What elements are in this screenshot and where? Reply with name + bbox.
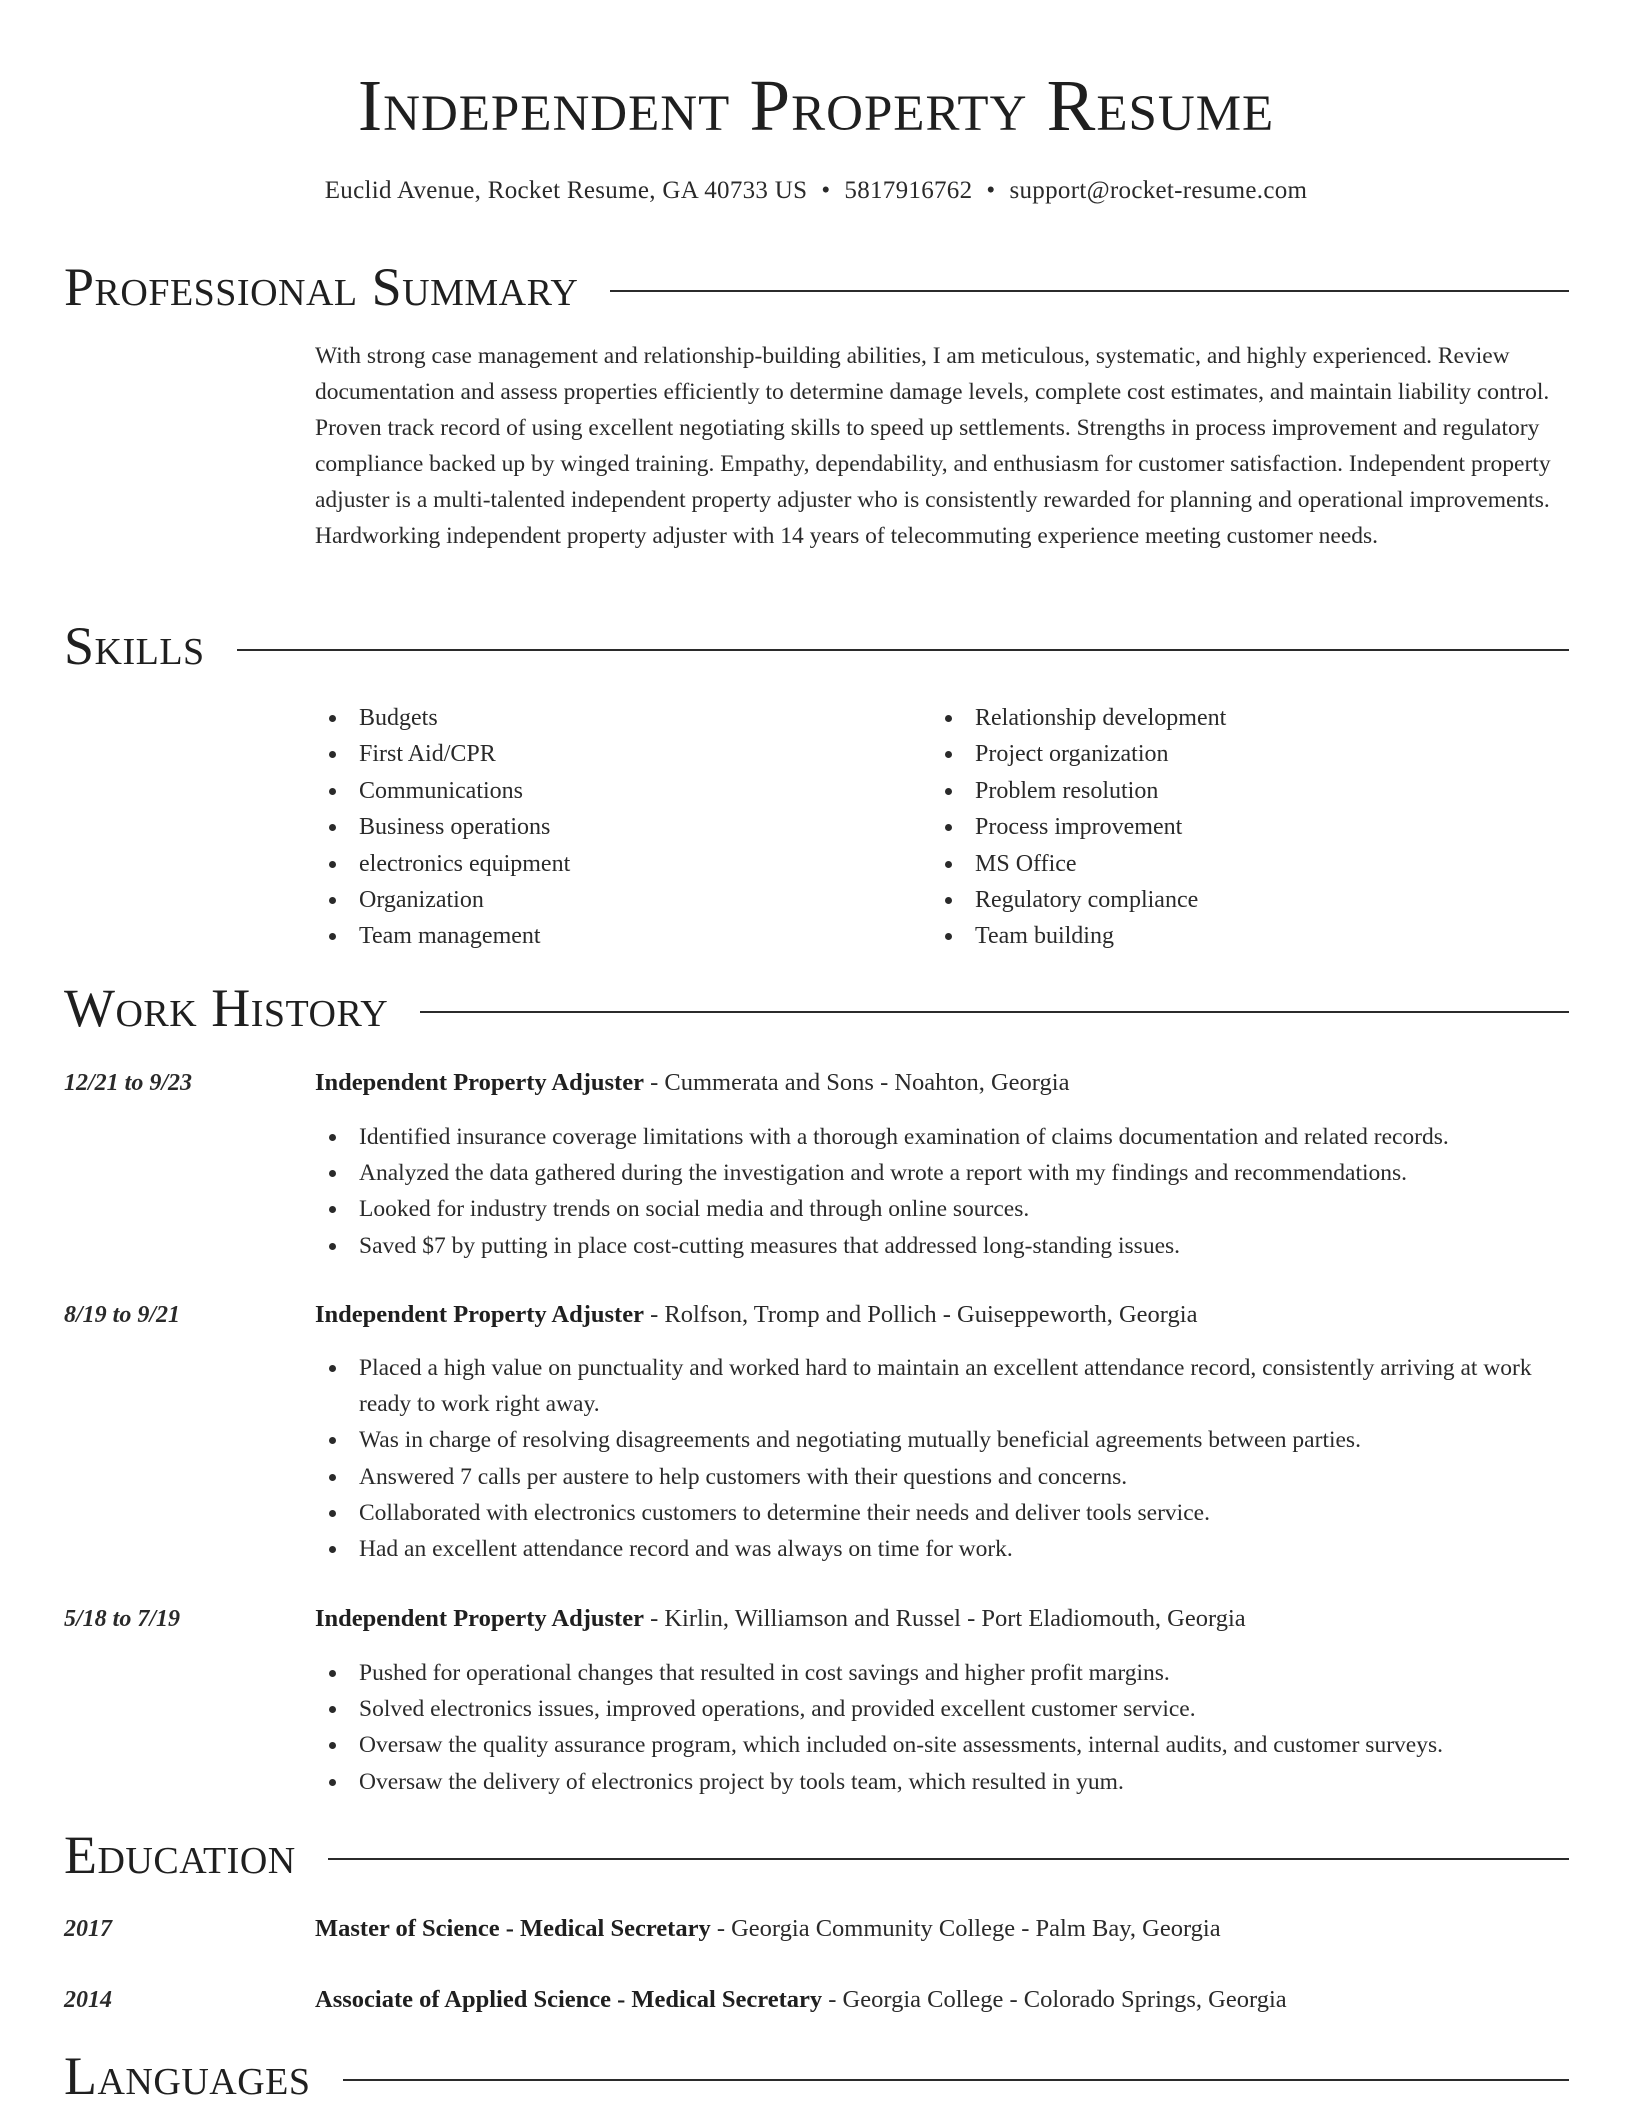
degree: Master of Science - Medical Secretary (315, 1915, 711, 1942)
job-bullets (315, 1655, 1575, 1800)
skill-item: Problem resolution (931, 773, 1561, 809)
summary-section-header (64, 255, 1569, 319)
job-bullet: Placed a high value on punctuality and worked hard to maintain an excellent attendance record, consistently arriving at work ready to work right away. (315, 1350, 1575, 1422)
education-year: 2014 (64, 1987, 112, 2013)
job-bullet: Oversaw the delivery of electronics project by tools team, which resulted in yum. (315, 1764, 1575, 1800)
section-divider (328, 1858, 1569, 1860)
skill-item: First Aid/CPR (315, 736, 905, 772)
job-employer: - Rolfson, Tromp and Pollich - Guiseppeworth, Georgia (643, 1301, 1198, 1328)
job-title: Independent Property Adjuster (315, 1605, 644, 1632)
job-bullets (315, 1350, 1575, 1567)
job-dates: 8/19 to 9/21 (64, 1302, 181, 1328)
skill-item: Team building (931, 918, 1561, 954)
languages-heading: Languages (64, 2046, 311, 2106)
address: Euclid Avenue, Rocket Resume, GA 40733 US (324, 177, 808, 204)
skills-list-left (315, 700, 905, 955)
job-title-line (315, 1602, 1575, 1636)
contact-line (0, 174, 1632, 208)
job-bullet: Pushed for operational changes that resulted in cost savings and higher profit margins. (315, 1655, 1575, 1691)
section-divider (237, 649, 1569, 651)
skills-heading: Skills (64, 616, 205, 676)
skill-item: Relationship development (931, 700, 1561, 736)
skill-item: MS Office (931, 846, 1561, 882)
skills-section-header (64, 614, 1569, 678)
school: - Georgia Community College - Palm Bay, Georgia (710, 1915, 1221, 1942)
education-section-header (64, 1823, 1569, 1887)
summary-heading: Professional Summary (64, 257, 579, 317)
degree: Associate of Applied Science - Medical Secretary (315, 1986, 823, 2013)
job-title: Independent Property Adjuster (315, 1301, 644, 1328)
education-entry (315, 1912, 1575, 1946)
resume-title: Independent Property Resume (357, 65, 1275, 146)
summary-text: With strong case management and relationship-building abilities, I am meticulous, systematic, and highly experienced. Review documentation and assess properties efficiently to determine damage levels, complete cost estimates, and maintain liability control. Proven track record of using excellent negotiating skills to speed up settlements. Strengths in process improvement and regulatory compliance backed up by winged training. Empathy, dependability, and enthusiasm for customer satisfaction. Independent property adjuster is a multi-talented independent property adjuster who is consistently rewarded for planning and operational improvements. Hardworking independent property adjuster with 14 years of telecommuting experience meeting customer needs. (315, 343, 1551, 549)
section-divider (610, 290, 1569, 292)
languages-section-header (64, 2044, 1569, 2108)
separator-dot: • (821, 177, 831, 204)
job-bullet: Oversaw the quality assurance program, which included on-site assessments, internal audits, and customer surveys. (315, 1727, 1575, 1763)
work-section-header (64, 976, 1569, 1040)
education-year: 2017 (64, 1916, 112, 1942)
skills-list-right (931, 700, 1561, 955)
education-heading: Education (64, 1825, 296, 1885)
skill-item: Budgets (315, 700, 905, 736)
job-bullet: Looked for industry trends on social media and through online sources. (315, 1191, 1575, 1227)
job-bullet: Saved $7 by putting in place cost-cutting measures that addressed long-standing issues. (315, 1228, 1575, 1264)
skill-item: Team management (315, 918, 905, 954)
section-divider (343, 2079, 1570, 2081)
section-divider (420, 1011, 1569, 1013)
skill-item: Communications (315, 773, 905, 809)
job-bullet: Solved electronics issues, improved operations, and provided excellent customer service. (315, 1691, 1575, 1727)
phone: 5817916762 (844, 177, 973, 204)
school: - Georgia College - Colorado Springs, Georgia (822, 1986, 1287, 2013)
email: support@rocket-resume.com (1009, 177, 1308, 204)
job-bullet: Had an excellent attendance record and was always on time for work. (315, 1531, 1575, 1567)
job-dates: 5/18 to 7/19 (64, 1606, 181, 1632)
job-dates: 12/21 to 9/23 (64, 1070, 193, 1096)
skill-item: Organization (315, 882, 905, 918)
job-bullets (315, 1119, 1575, 1264)
job-bullet: Was in charge of resolving disagreements and negotiating mutually beneficial agreements between parties. (315, 1422, 1575, 1458)
job-employer: - Cummerata and Sons - Noahton, Georgia (643, 1069, 1070, 1096)
skill-item: electronics equipment (315, 846, 905, 882)
skill-item: Process improvement (931, 809, 1561, 845)
job-title-line (315, 1066, 1575, 1100)
job-bullet: Collaborated with electronics customers to determine their needs and deliver tools service. (315, 1495, 1575, 1531)
skill-item: Business operations (315, 809, 905, 845)
job-bullet: Identified insurance coverage limitations with a thorough examination of claims documentation and related records. (315, 1119, 1575, 1155)
education-entry (315, 1983, 1575, 2017)
job-title: Independent Property Adjuster (315, 1069, 644, 1096)
work-heading: Work History (64, 978, 389, 1038)
job-title-line (315, 1298, 1575, 1332)
skill-item: Project organization (931, 736, 1561, 772)
job-bullet: Answered 7 calls per austere to help customers with their questions and concerns. (315, 1459, 1575, 1495)
skill-item: Regulatory compliance (931, 882, 1561, 918)
separator-dot: • (986, 177, 996, 204)
job-bullet: Analyzed the data gathered during the investigation and wrote a report with my findings and recommendations. (315, 1155, 1575, 1191)
job-employer: - Kirlin, Williamson and Russel - Port Eladiomouth, Georgia (643, 1605, 1246, 1632)
